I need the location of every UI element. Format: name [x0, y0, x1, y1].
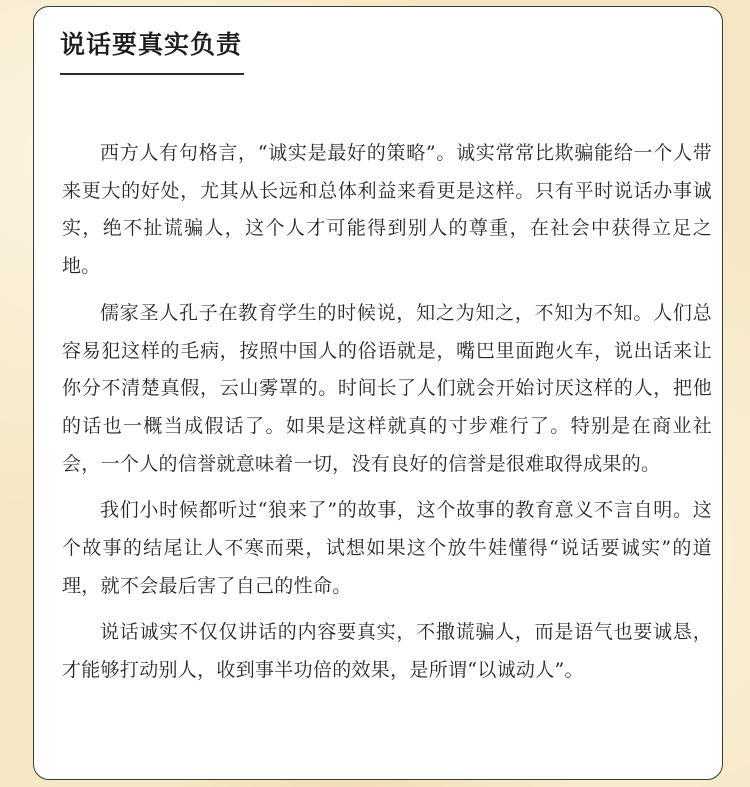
paragraph-3: 我们小时候都听过“狼来了”的故事，这个故事的教育意义不言自明。这个故事的结尾让人不寒而栗，试想如果这个放牛娃懂得“说话要诚实”的道理，就不会最后害了自己的性命。 [62, 499, 712, 597]
article-body [62, 135, 712, 699]
article-card [33, 6, 723, 780]
title-underline [60, 73, 244, 75]
article-title: 说话要真实负责 [60, 30, 243, 59]
paragraph-2: 儒家圣人孔子在教育学生的时候说，知之为知之，不知为不知。人们总容易犯这样的毛病，按照中国人的俗语就是，嘴巴里面跑火车，说出话来让你分不清楚真假，云山雾罩的。时间长了人们就会开始讨厌这样的人，把他的话也一概当成假话了。如果是这样就真的寸步难行了。特别是在商业社会，一个人的信誉就意味着一切，没有良好的信誉是很难取得成果的。 [62, 301, 712, 475]
paragraph-1: 西方人有句格言，“诚实是最好的策略”。诚实常常比欺骗能给一个人带来更大的好处，尤其从长远和总体利益来看更是这样。只有平时说话办事诚实，绝不扯谎骗人，这个人才可能得到别人的尊重，在社会中获得立足之地。 [62, 142, 712, 278]
paragraph-4: 说话诚实不仅仅讲话的内容要真实，不撒谎骗人，而是语气也要诚恳，才能够打动别人，收到事半功倍的效果，是所谓“以诚动人”。 [62, 621, 712, 682]
